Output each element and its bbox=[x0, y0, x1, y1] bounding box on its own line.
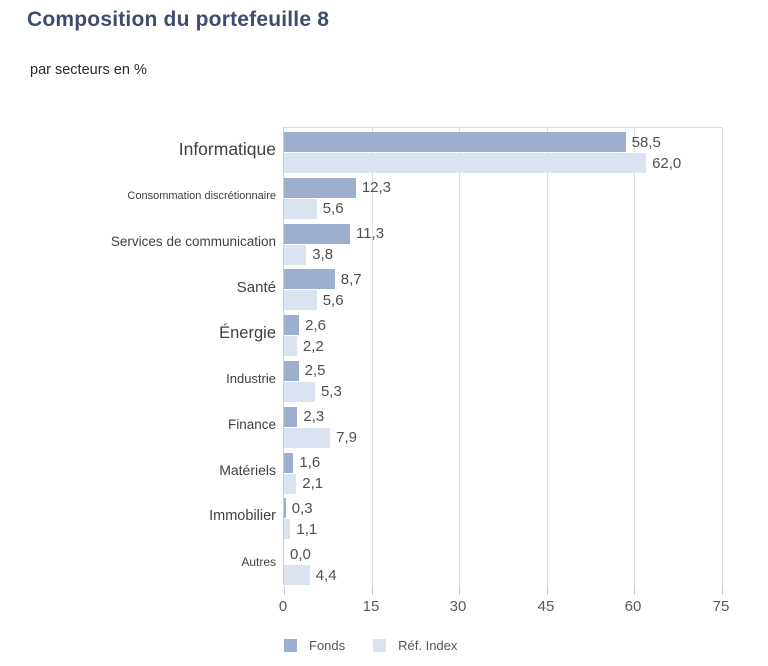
bar-value-label: 12,3 bbox=[361, 179, 392, 197]
bar-value-label: 5,6 bbox=[322, 291, 344, 309]
bar-row bbox=[284, 153, 722, 173]
bar-group bbox=[284, 449, 722, 495]
bar-row bbox=[284, 199, 722, 219]
chart-title: Composition du portefeuille 8 bbox=[27, 8, 330, 31]
x-tick-label: 0 bbox=[278, 598, 288, 615]
bar-fonds bbox=[284, 132, 626, 152]
bar-fonds bbox=[284, 315, 299, 335]
category-label: Consommation discrétionnaire bbox=[127, 189, 276, 202]
bar-value-label: 0,3 bbox=[291, 499, 313, 517]
x-axis bbox=[278, 598, 730, 618]
bar-ref-index bbox=[284, 290, 317, 310]
axis-tick bbox=[634, 586, 635, 595]
bar-value-label: 3,8 bbox=[312, 246, 334, 264]
chart-subtitle: par secteurs en % bbox=[30, 62, 147, 78]
legend-swatch-icon bbox=[373, 639, 386, 652]
bar-group bbox=[284, 494, 722, 540]
bar-row bbox=[284, 519, 722, 539]
bar-value-label: 5,6 bbox=[322, 200, 344, 218]
bar-fonds bbox=[284, 224, 350, 244]
x-tick-label: 30 bbox=[449, 598, 467, 615]
bar-value-label: 8,7 bbox=[340, 270, 362, 288]
bar-value-label: 1,6 bbox=[299, 454, 321, 472]
bar-value-label: 11,3 bbox=[355, 225, 385, 243]
bar-value-label: 58,5 bbox=[631, 133, 661, 151]
bar-row bbox=[284, 453, 722, 473]
axis-tick bbox=[459, 586, 460, 595]
gridline bbox=[722, 128, 723, 586]
legend bbox=[284, 638, 457, 653]
bar-row bbox=[284, 178, 722, 198]
bar-value-label: 7,9 bbox=[336, 429, 357, 447]
bar-group bbox=[284, 357, 722, 403]
bar-ref-index bbox=[284, 474, 296, 494]
bar-value-label: 1,1 bbox=[296, 520, 318, 538]
bar-groups bbox=[284, 128, 722, 585]
bar-row bbox=[284, 245, 722, 265]
bar-fonds bbox=[284, 407, 297, 427]
bar-row bbox=[284, 407, 722, 427]
plot-area bbox=[283, 127, 722, 585]
bar-fonds bbox=[284, 361, 299, 381]
bar-row bbox=[284, 544, 722, 564]
bar-value-label: 5,3 bbox=[320, 383, 342, 401]
category-label: Matériels bbox=[219, 462, 276, 479]
axis-tick bbox=[284, 586, 285, 595]
category-label: Énergie bbox=[219, 323, 276, 342]
axis-tick bbox=[372, 586, 373, 595]
bar-group bbox=[284, 403, 722, 449]
bar-row bbox=[284, 336, 722, 356]
bar-row bbox=[284, 132, 722, 152]
bar-fonds bbox=[284, 453, 293, 473]
bar-row bbox=[284, 498, 722, 518]
bar-group bbox=[284, 128, 722, 174]
bar-row bbox=[284, 315, 722, 335]
bar-ref-index bbox=[284, 382, 315, 402]
bar-row bbox=[284, 382, 722, 402]
bar-ref-index bbox=[284, 565, 310, 585]
bar-ref-index bbox=[284, 428, 330, 448]
x-tick-label: 60 bbox=[624, 598, 642, 615]
bar-fonds bbox=[284, 269, 335, 289]
bar-value-label: 2,1 bbox=[302, 475, 324, 493]
bar-group bbox=[284, 220, 722, 266]
bar-row bbox=[284, 428, 722, 448]
bar-value-label: 2,2 bbox=[302, 337, 324, 355]
bar-row bbox=[284, 290, 722, 310]
bar-ref-index bbox=[284, 153, 646, 173]
x-tick-label: 15 bbox=[362, 598, 380, 615]
bar-value-label: 2,6 bbox=[305, 316, 327, 334]
bar-ref-index bbox=[284, 199, 317, 219]
x-tick-label: 75 bbox=[712, 598, 730, 615]
category-label: Autres bbox=[241, 555, 276, 570]
axis-tick bbox=[722, 586, 723, 595]
axis-tick bbox=[547, 586, 548, 595]
category-label: Informatique bbox=[178, 139, 276, 160]
legend-swatch-icon bbox=[284, 639, 297, 652]
bar-group bbox=[284, 311, 722, 357]
bar-group bbox=[284, 265, 722, 311]
category-axis-labels bbox=[40, 127, 276, 585]
bar-group bbox=[284, 174, 722, 220]
bar-ref-index bbox=[284, 245, 306, 265]
bar-row bbox=[284, 565, 722, 585]
bar-fonds bbox=[284, 178, 356, 198]
category-label: Immobilier bbox=[209, 508, 276, 525]
bar-row bbox=[284, 269, 722, 289]
bar-value-label: 4,4 bbox=[315, 566, 337, 584]
bar-row bbox=[284, 361, 722, 381]
bar-row bbox=[284, 474, 722, 494]
bar-row bbox=[284, 224, 722, 244]
legend-label: Fonds bbox=[309, 638, 346, 653]
category-label: Industrie bbox=[226, 371, 276, 387]
bar-value-label: 0,0 bbox=[290, 545, 311, 563]
bar-value-label: 2,3 bbox=[303, 408, 325, 426]
bar-ref-index bbox=[284, 336, 297, 356]
bar-group bbox=[284, 540, 722, 586]
category-label: Finance bbox=[227, 417, 276, 433]
bar-ref-index bbox=[284, 519, 290, 539]
bar-value-label: 2,5 bbox=[304, 362, 326, 380]
category-label: Santé bbox=[236, 278, 276, 296]
legend-item bbox=[284, 638, 345, 653]
bar-fonds bbox=[284, 498, 286, 518]
legend-label: Réf. Index bbox=[398, 638, 458, 653]
x-tick-label: 45 bbox=[537, 598, 555, 615]
legend-item bbox=[373, 638, 457, 653]
category-label: Services de communication bbox=[110, 233, 276, 249]
bar-value-label: 62,0 bbox=[652, 154, 682, 172]
